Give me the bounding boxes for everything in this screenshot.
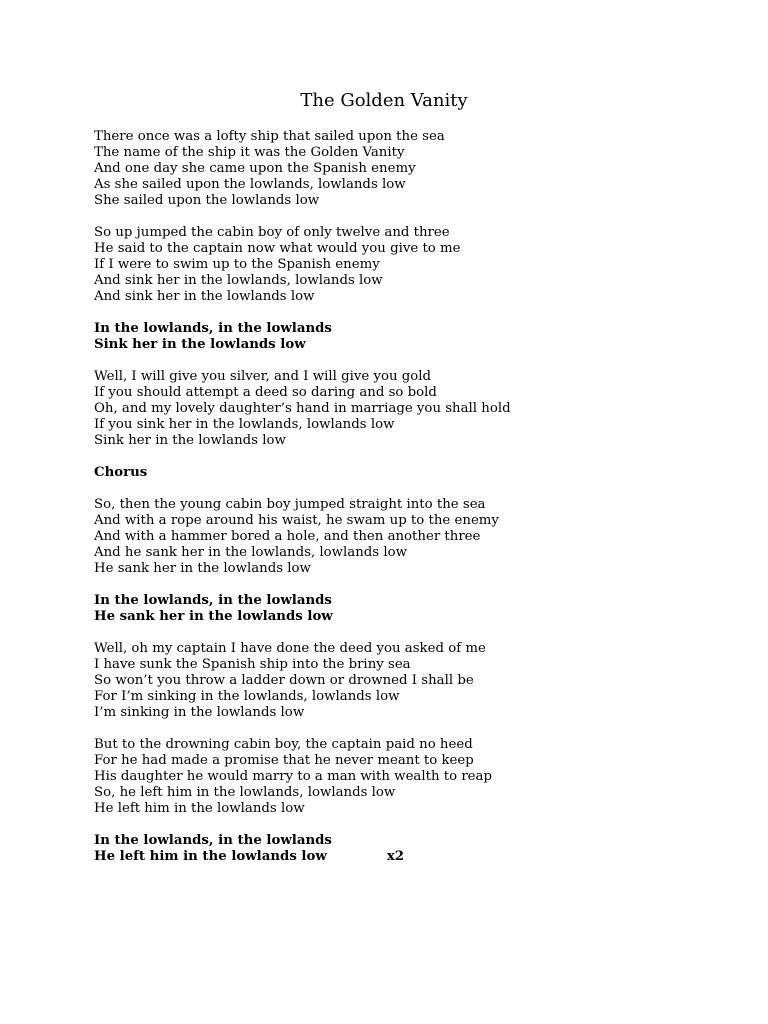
verse-3 (94, 369, 694, 449)
lyric-line: So won’t you throw a ladder down or drowned I shall be (94, 673, 474, 688)
lyric-line: If you sink her in the lowlands, lowlands low (94, 417, 395, 432)
lyric-line: As she sailed upon the lowlands, lowlands low (94, 177, 406, 192)
lyrics-body (94, 129, 694, 881)
lyric-line: He said to the captain now what would you give to me (94, 241, 461, 256)
lyric-line: Oh, and my lovely daughter’s hand in marriage you shall hold (94, 401, 511, 416)
chorus-1 (94, 321, 694, 353)
lyric-line: There once was a lofty ship that sailed upon the sea (94, 129, 445, 144)
lyric-line: She sailed upon the lowlands low (94, 193, 320, 208)
verse-1 (94, 129, 694, 209)
chorus-marker (94, 465, 694, 481)
lyric-line: And sink her in the lowlands, lowlands low (94, 273, 383, 288)
lyric-line: Sink her in the lowlands low (94, 433, 286, 448)
lyric-line: And one day she came upon the Spanish enemy (94, 161, 416, 176)
lyric-line: So, he left him in the lowlands, lowlands low (94, 785, 396, 800)
page-title: The Golden Vanity (300, 90, 468, 111)
verse-5 (94, 641, 694, 721)
chorus-line: Sink her in the lowlands low (94, 337, 306, 352)
verse-4 (94, 497, 694, 577)
lyric-line: So, then the young cabin boy jumped straight into the sea (94, 497, 486, 512)
chorus-line-text: He left him in the lowlands low (94, 849, 327, 864)
lyric-line: He left him in the lowlands low (94, 801, 305, 816)
lyric-line: If you should attempt a deed so daring and so bold (94, 385, 437, 400)
lyric-line: But to the drowning cabin boy, the captain paid no heed (94, 737, 473, 752)
lyric-line: He sank her in the lowlands low (94, 561, 311, 576)
repeat-marker: x2 (386, 849, 404, 864)
lyric-line: And he sank her in the lowlands, lowlands low (94, 545, 407, 560)
verse-6 (94, 737, 694, 817)
lyric-line: I have sunk the Spanish ship into the briny sea (94, 657, 411, 672)
lyric-line: Well, I will give you silver, and I will give you gold (94, 369, 432, 384)
chorus-label: Chorus (94, 465, 148, 480)
lyric-line: For I’m sinking in the lowlands, lowlands low (94, 689, 400, 704)
verse-2 (94, 225, 694, 305)
chorus-line-with-repeat (94, 849, 694, 865)
lyric-line: His daughter he would marry to a man with wealth to reap (94, 769, 492, 784)
chorus-line: In the lowlands, in the lowlands (94, 321, 332, 336)
lyric-line: And with a rope around his waist, he swam up to the enemy (94, 513, 499, 528)
lyric-line: I’m sinking in the lowlands low (94, 705, 305, 720)
lyric-line: Well, oh my captain I have done the deed you asked of me (94, 641, 486, 656)
chorus-line: In the lowlands, in the lowlands (94, 833, 332, 848)
lyric-line: If I were to swim up to the Spanish enemy (94, 257, 380, 272)
chorus-2 (94, 593, 694, 625)
chorus-line: In the lowlands, in the lowlands (94, 593, 332, 608)
lyric-line: And with a hammer bored a hole, and then another three (94, 529, 481, 544)
chorus-line: He sank her in the lowlands low (94, 609, 333, 624)
chorus-3 (94, 833, 694, 865)
lyric-line: The name of the ship it was the Golden Vanity (94, 145, 405, 160)
lyric-line: So up jumped the cabin boy of only twelve and three (94, 225, 450, 240)
lyric-line: And sink her in the lowlands low (94, 289, 315, 304)
lyric-line: For he had made a promise that he never meant to keep (94, 753, 474, 768)
